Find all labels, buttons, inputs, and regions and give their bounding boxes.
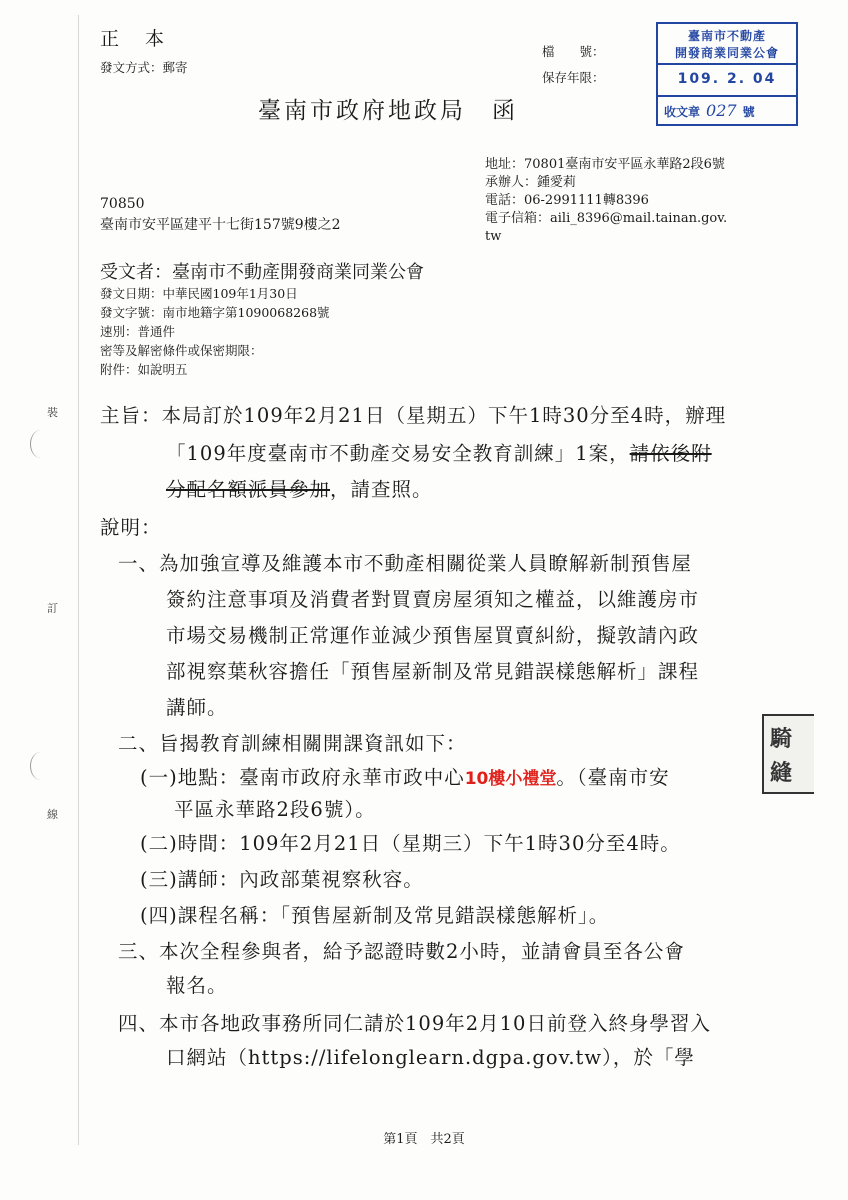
attachment: 附件：如說明五: [100, 362, 188, 377]
seal-glyph: 騎: [770, 726, 793, 752]
stamp-org-line2: 開發商業同業公會: [658, 44, 796, 65]
margin-hole: [30, 430, 51, 458]
sender-contact: 承辦人：鍾愛莉: [485, 175, 577, 190]
item1-line2: 簽約注意事項及消費者對買賣房屋須知之權益，以維護房市: [166, 588, 700, 611]
item2-sub1-line2: 平區永華路2段6號）。: [174, 798, 376, 821]
item2: 二、旨揭教育訓練相關開課資訊如下：: [118, 732, 467, 755]
document-title: 臺南市政府地政局 函: [258, 98, 518, 124]
margin-char-bind: 裝: [47, 406, 58, 419]
item1-line3: 市場交易機制正常運作並減少預售屋買賣糾紛，擬敦請內政: [166, 624, 700, 647]
subject-line2: [166, 438, 712, 466]
receiver-zip: 70850: [100, 196, 145, 212]
recipient: 受文者：臺南市不動產開發商業同業公會: [100, 262, 424, 283]
sender-email: 電子信箱：aili_8396@mail.tainan.gov.: [485, 211, 728, 226]
sender-email-cont: tw: [485, 229, 502, 244]
receiver-address: 臺南市安平區建平十七街157號9樓之2: [100, 217, 341, 233]
subject-struck-text: 請依後附: [629, 442, 712, 465]
received-stamp: [656, 22, 798, 126]
item2-sub1: [140, 762, 670, 790]
seal-glyph: 縫: [770, 760, 793, 786]
sub1-location-text: (一)地點：臺南市政府永華市政中心: [140, 766, 465, 789]
margin-char-staple: 訂: [47, 602, 58, 615]
margin-hole: [30, 752, 51, 780]
delivery-speed: 速別：普通件: [100, 324, 176, 339]
sub1-location-highlight: 10樓小禮堂: [464, 769, 557, 789]
sender-address: 地址：70801臺南市安平區永華路2段6號: [485, 157, 725, 172]
item1-line4: 部視察葉秋容擔任「預售屋新制及常見錯誤樣態解析」課程: [166, 660, 700, 683]
send-method: 發文方式：郵寄: [100, 60, 188, 75]
retention-period-label: 保存年限：: [542, 70, 605, 85]
binding-margin-line: [78, 15, 79, 1145]
document-number: 發文字號：南市地籍字第1090068268號: [100, 305, 330, 320]
subject-line2-text: 「109年度臺南市不動產交易安全教育訓練」1案，: [166, 442, 630, 465]
item2-sub3: (三)講師：內政部葉視察秋容。: [140, 868, 424, 891]
subject-line1: 主旨：本局訂於109年2月21日（星期五）下午1時30分至4時，辦理: [100, 404, 727, 427]
page-number: 第1頁 共2頁: [383, 1132, 465, 1147]
stamp-receipt-number: [658, 101, 796, 120]
item1-line5: 講師。: [166, 696, 228, 719]
item2-sub4: (四)課程名稱：「預售屋新制及常見錯誤樣態解析」。: [140, 904, 610, 927]
stamp-org-line1: 臺南市不動產: [687, 29, 766, 43]
item3-line2: 報名。: [166, 974, 228, 997]
sender-phone: 電話：06-2991111轉8396: [485, 193, 649, 208]
subject-struck-text-2: 分配名額派員參加: [166, 478, 331, 501]
subject-line3: [166, 474, 433, 502]
stamp-receipt-value: 027: [706, 101, 737, 120]
sub1-location-rest: 。（臺南市安: [556, 766, 670, 789]
item4-line2: 口網站（https://lifelonglearn.dgpa.gov.tw），於「學: [166, 1046, 695, 1069]
margin-char-line: 線: [47, 808, 58, 821]
sender-info: [485, 156, 727, 246]
seal-stamp: [762, 714, 814, 794]
copy-type-label: 正 本: [100, 28, 175, 50]
stamp-receipt-suffix: 號: [742, 105, 755, 119]
item1-line1: 一、為加強宣導及維護本市不動產相關從業人員瞭解新制預售屋: [118, 552, 693, 575]
file-number-label: 檔 號：: [542, 44, 605, 59]
item4-line1: 四、本市各地政事務所同仁請於109年2月10日前登入終身學習入: [118, 1012, 711, 1035]
stamp-date: 109. 2. 04: [658, 71, 796, 97]
issue-date: 發文日期：中華民國109年1月30日: [100, 286, 298, 301]
explanation-heading: 說明：: [100, 516, 162, 539]
item3-line1: 三、本次全程參與者，給予認證時數2小時，並請會員至各公會: [118, 940, 685, 963]
confidentiality: 密等及解密條件或保密期限：: [100, 343, 263, 358]
item2-sub2: (二)時間：109年2月21日（星期三）下午1時30分至4時。: [140, 832, 681, 855]
stamp-receipt-label: 收文章: [664, 105, 701, 119]
subject-line3-text: ，請查照。: [330, 478, 433, 501]
